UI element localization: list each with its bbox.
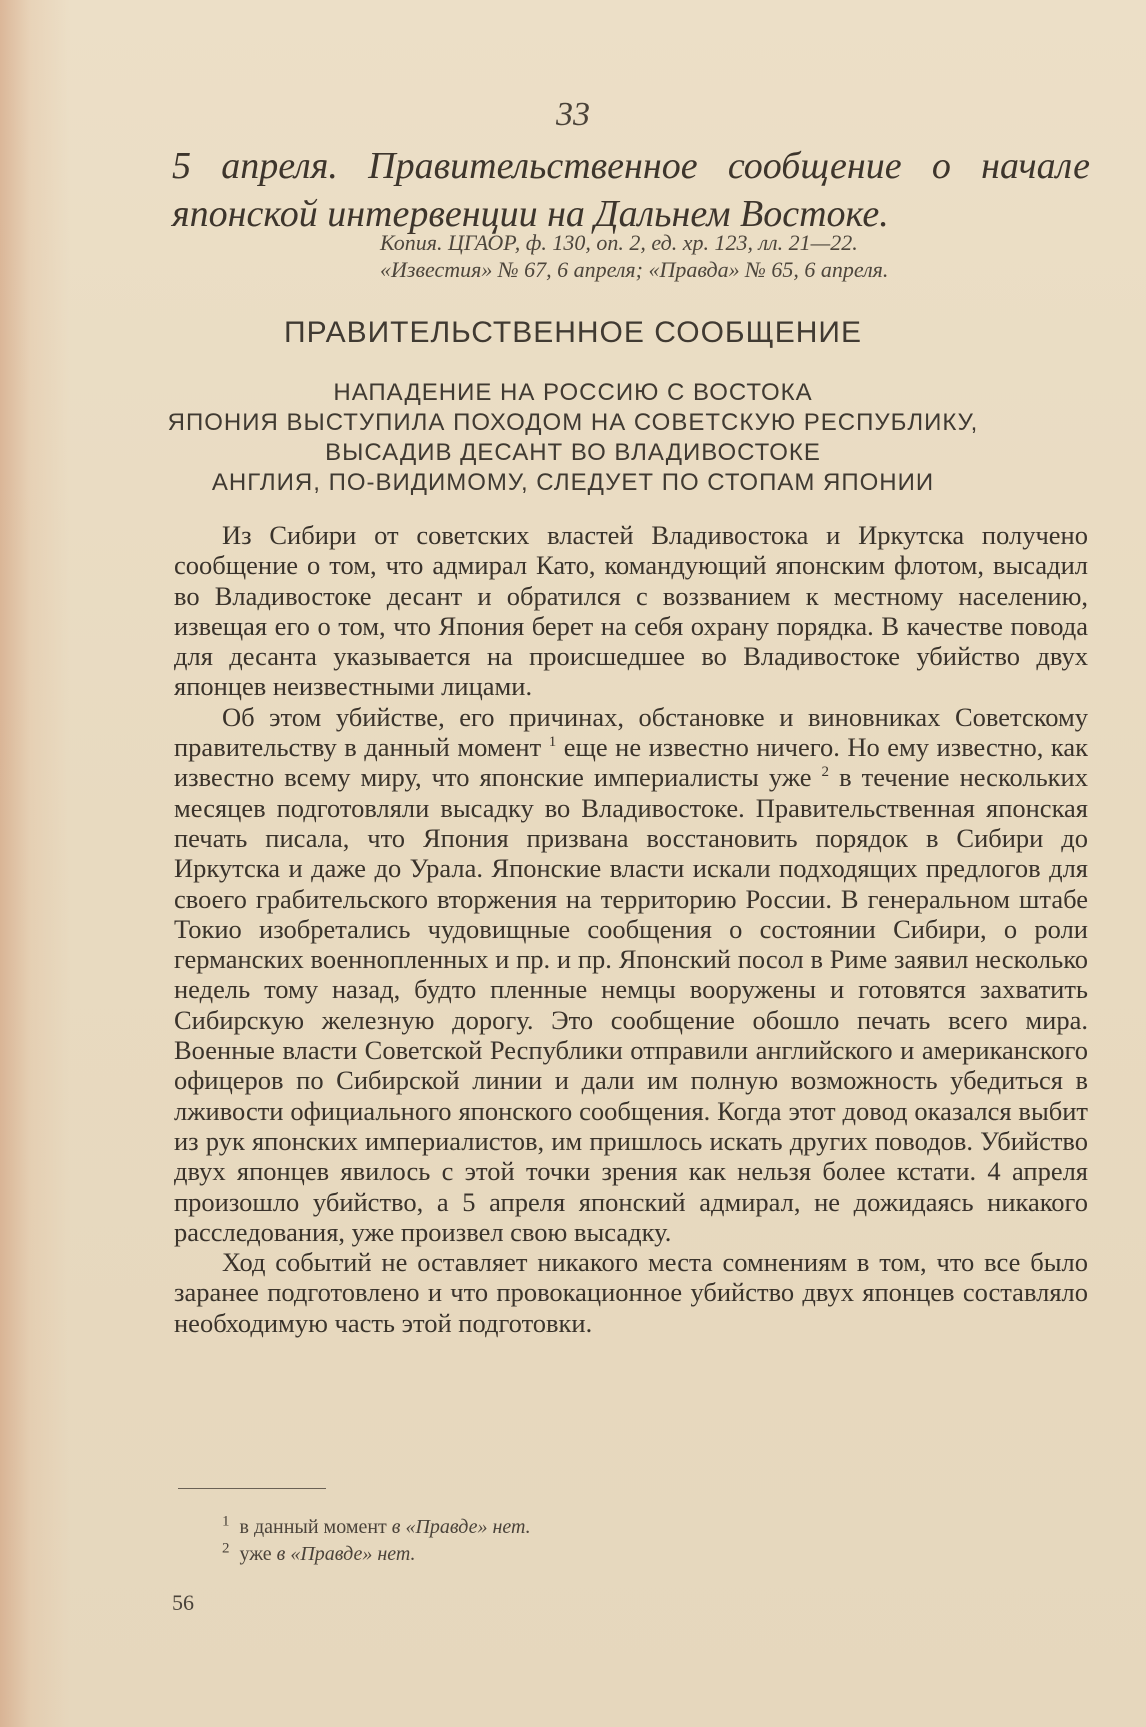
paragraph-text: в течение нескольких месяцев подготовляли высадку во Владивостоке. Правительственная японская печать писала, что Япония призвана восстановить порядок в Сибири до Иркутска и даже до Урала. Японские власти искали подходящих предлогов для своего грабительского вторжения на территорию России. В генеральном штабе Токио изобретались чудовищные сообщения о состоянии Сибири, о роли германских военнопленных и пр. и пр. Японский посол в Риме заявил несколько недель тому назад, будто пленные немцы вооружены и готовятся захватить Сибирскую железную дорогу. Это сообщение обошло печать всего мира. Военные власти Советской Республики отправили английского и американского офицеров по Сибирской линии и дали им полную возможность убедиться в лживости официального японского сообщения. Когда этот довод оказался выбит из рук японских империалистов, им пришлось искать других поводов. Убийство двух японцев явилось с этой точки зрения как нельзя более кстати. 4 апреля произошло убийство, а 5 апреля японский адмирал, не дожидаясь никакого расследования, уже произвел свою высадку. — [174, 762, 1088, 1247]
footnote — [222, 1514, 531, 1541]
paragraph-text: Об этом убийстве, его причинах, обстановке и виновниках Советскому правительству в данный момент — [174, 701, 1088, 763]
footnote-note: в «Правде» нет. — [391, 1516, 531, 1538]
paragraph — [174, 702, 1088, 1247]
document-number: 33 — [556, 96, 590, 133]
subheading-line: НАПАДЕНИЕ НА РОССИЮ С ВОСТОКА — [333, 379, 813, 406]
subheadings — [0, 378, 1146, 498]
subheading-line: ВЫСАДИВ ДЕСАНТ ВО ВЛАДИВОСТОКЕ — [325, 439, 821, 466]
paragraph: Из Сибири от советских властей Владивостока и Иркутска получено сообщение о том, что адмирал Като, командующий японским флотом, высадил во Владивостоке десант и обратился с воззванием к местному населению, извещая его о том, что Япония берет на себя охрану порядка. В качестве повода для десанта указывается на происшедшее во Владивостоке убийство двух японцев неизвестными лицами. — [174, 520, 1088, 702]
footnote-note: в «Правде» нет. — [276, 1543, 416, 1565]
footnote-text: в данный момент — [239, 1516, 387, 1538]
footnote — [222, 1541, 531, 1568]
footnotes — [222, 1514, 531, 1568]
page-number: 56 — [172, 1590, 194, 1615]
footnote-number: 1 — [222, 1513, 230, 1530]
paragraph-text: еще не известно ничего. Но ему известно, как известно всему миру, что японские империалисты уже — [174, 732, 1089, 793]
footnote-number: 2 — [222, 1540, 230, 1557]
footnote-text: уже — [239, 1543, 272, 1565]
main-heading: ПРАВИТЕЛЬСТВЕННОЕ СООБЩЕНИЕ — [284, 316, 862, 349]
body-text — [174, 520, 1088, 1338]
footnote-divider — [178, 1488, 326, 1489]
footnote-marker: 1 — [548, 734, 557, 751]
subheading-line: ЯПОНИЯ ВЫСТУПИЛА ПОХОДОМ НА СОВЕТСКУЮ РЕСПУБЛИКУ, — [167, 409, 979, 436]
paragraph: Ход событий не оставляет никакого места сомнениям в том, что все было заранее подготовлено и что провокационное убийство двух японцев составляло необходимую часть этой подготовки. — [174, 1247, 1088, 1338]
document-title: 5 апреля. Правительственное сообщение о начале японской интервенции на Дальнем Востоке. — [172, 145, 1090, 235]
footnote-marker: 2 — [821, 764, 830, 781]
archive-source-line: Копия. ЦГАОР, ф. 130, оп. 2, ед. хр. 123, лл. 21—22. — [380, 230, 858, 255]
publication-source-line: «Известия» № 67, 6 апреля; «Правда» № 65, 6 апреля. — [380, 257, 889, 282]
subheading-line: АНГЛИЯ, ПО-ВИДИМОМУ, СЛЕДУЕТ ПО СТОПАМ ЯПОНИИ — [211, 469, 935, 496]
